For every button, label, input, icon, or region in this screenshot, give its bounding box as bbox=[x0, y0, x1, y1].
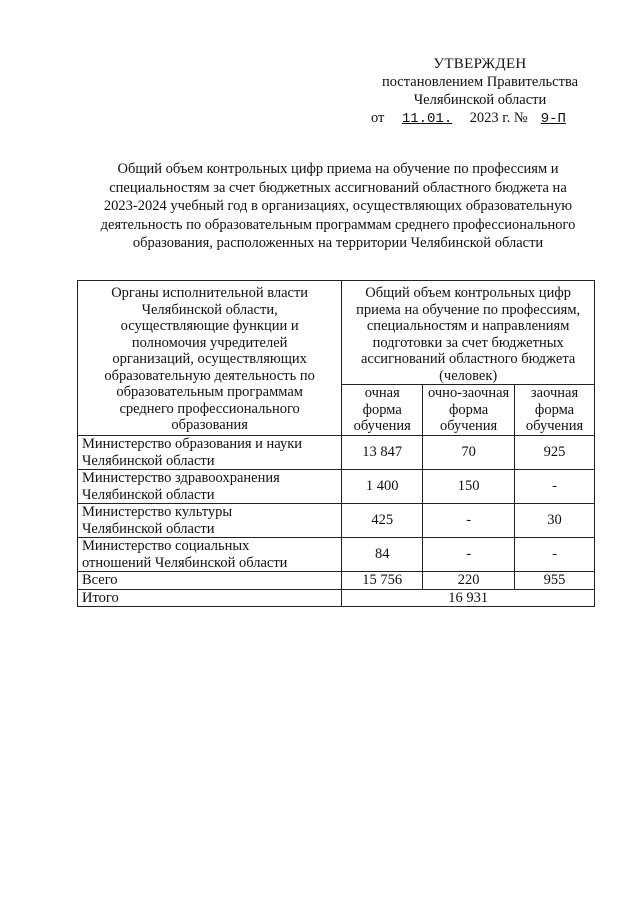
header-main-cell bbox=[342, 281, 595, 385]
full-time-value: 1 400 bbox=[342, 470, 423, 504]
total-row bbox=[78, 572, 595, 590]
org-name-line: Челябинской области bbox=[82, 520, 215, 537]
header-org-cell bbox=[78, 281, 342, 436]
org-name-line: Министерство культуры bbox=[82, 504, 233, 520]
org-cell bbox=[78, 538, 342, 572]
correspondence-value: 925 bbox=[515, 436, 595, 470]
approval-year-text: 2023 г. № bbox=[469, 110, 528, 126]
header-org-line: осуществляющие функции и bbox=[120, 318, 299, 334]
heading-line-5: образования, расположенных на территории Челябинской области bbox=[132, 235, 544, 251]
header-main-line: ассигнований областного бюджета bbox=[361, 351, 576, 367]
table-row bbox=[78, 470, 595, 504]
admission-table bbox=[77, 280, 595, 607]
grand-total-row bbox=[78, 589, 595, 607]
header-full-line: форма bbox=[362, 401, 402, 418]
header-main-line: подготовки за счет бюджетных bbox=[372, 334, 564, 351]
header-main-line: Общий объем контрольных цифр bbox=[365, 285, 571, 301]
grand-total-value: 16 931 bbox=[342, 589, 595, 607]
header-main-line: приема на обучение по профессиям, bbox=[356, 301, 581, 318]
total-correspondence: 955 bbox=[515, 572, 595, 590]
approval-number: 9-П bbox=[540, 110, 566, 127]
header-full-line: очная bbox=[364, 385, 400, 401]
heading-line-1: Общий объем контрольных цифр приема на обучение по профессиям и bbox=[117, 161, 559, 177]
header-org-line: Органы исполнительной власти bbox=[111, 285, 309, 301]
org-name-line: отношений Челябинской области bbox=[82, 554, 288, 571]
header-corr-line: заочная bbox=[530, 385, 579, 401]
part-time-value: 70 bbox=[423, 436, 515, 470]
approval-date-line bbox=[365, 109, 595, 128]
header-part-line: очно-заочная bbox=[428, 385, 510, 401]
org-cell bbox=[78, 470, 342, 504]
approval-date: 11.01. bbox=[401, 111, 453, 127]
org-name-line: Челябинской области bbox=[82, 486, 215, 503]
header-org-line: Челябинской области, bbox=[141, 301, 278, 318]
table-row bbox=[78, 504, 595, 538]
header-org-line: организаций, осуществляющих bbox=[112, 351, 307, 367]
header-part-line: форма bbox=[449, 401, 489, 418]
table-row bbox=[78, 538, 595, 572]
part-time-value: - bbox=[423, 504, 515, 538]
correspondence-value: 30 bbox=[515, 504, 595, 538]
header-part-line: обучения bbox=[439, 418, 498, 434]
header-org-line: среднего профессионального bbox=[119, 400, 300, 417]
approval-title: УТВЕРЖДЕН bbox=[433, 56, 527, 72]
org-name-line: Министерство образования и науки bbox=[82, 436, 303, 452]
total-part-time: 220 bbox=[423, 572, 515, 590]
org-cell bbox=[78, 504, 342, 538]
approval-stamp bbox=[365, 55, 595, 128]
table-header-row bbox=[78, 281, 595, 385]
part-time-value: - bbox=[423, 538, 515, 572]
total-label: Всего bbox=[78, 572, 342, 590]
approval-from-label: от bbox=[371, 110, 385, 126]
full-time-value: 84 bbox=[342, 538, 423, 572]
correspondence-value: - bbox=[515, 470, 595, 504]
heading-line-4: деятельность по образовательным программам среднего профессионального bbox=[100, 216, 576, 233]
header-full-time bbox=[342, 385, 423, 436]
header-corr-line: обучения bbox=[525, 418, 584, 434]
correspondence-value: - bbox=[515, 538, 595, 572]
header-correspondence bbox=[515, 385, 595, 436]
header-org-line: образовательным программам bbox=[116, 384, 303, 400]
total-full-time: 15 756 bbox=[342, 572, 423, 590]
org-name-line: Министерство социальных bbox=[82, 538, 250, 554]
heading-line-2: специальностям за счет бюджетных ассигнований областного бюджета на bbox=[109, 179, 567, 196]
approval-line-1: постановлением Правительства bbox=[381, 74, 579, 90]
document-heading bbox=[88, 160, 588, 253]
table-row bbox=[78, 436, 595, 470]
org-name-line: Министерство здравоохранения bbox=[82, 470, 280, 486]
full-time-value: 13 847 bbox=[342, 436, 423, 470]
header-org-line: образовательную деятельность по bbox=[104, 367, 315, 384]
header-part-time bbox=[423, 385, 515, 436]
header-main-line: специальностям и направлениям bbox=[366, 318, 570, 334]
part-time-value: 150 bbox=[423, 470, 515, 504]
full-time-value: 425 bbox=[342, 504, 423, 538]
org-cell bbox=[78, 436, 342, 470]
heading-line-3: 2023-2024 учебный год в организациях, осуществляющих образовательную bbox=[103, 198, 573, 214]
approval-line-2: Челябинской области bbox=[413, 92, 547, 108]
header-corr-line: форма bbox=[534, 401, 575, 418]
header-org-line: полномочия учредителей bbox=[131, 334, 288, 351]
header-org-line: образования bbox=[171, 417, 248, 433]
org-name-line: Челябинской области bbox=[82, 452, 215, 469]
header-main-line: (человек) bbox=[439, 367, 498, 384]
grand-total-label: Итого bbox=[78, 589, 342, 607]
header-full-line: обучения bbox=[353, 418, 411, 434]
